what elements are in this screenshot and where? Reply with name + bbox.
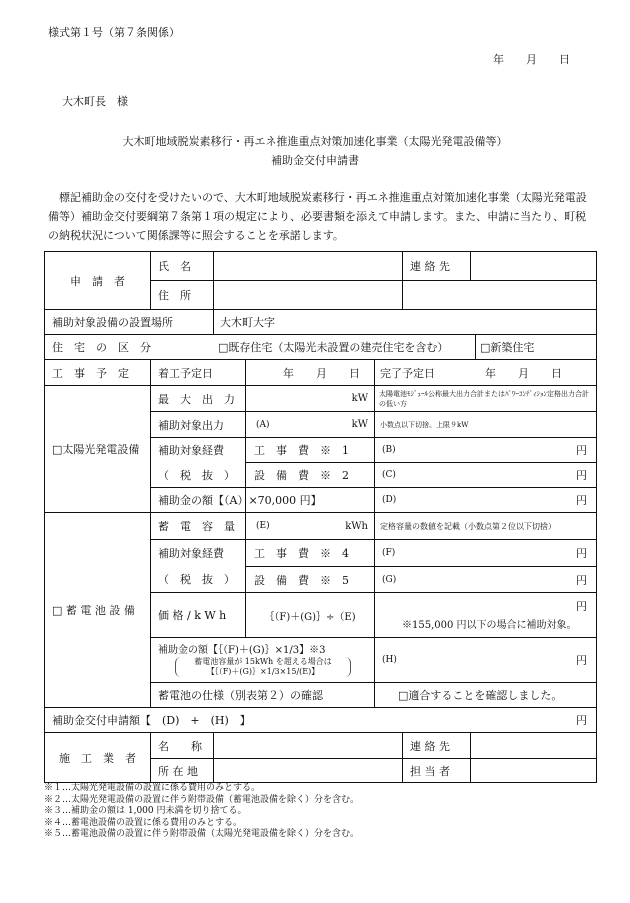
- solar-target-output-unit: kW: [351, 419, 368, 430]
- battery-spec-checkbox[interactable]: □適合することを確認しました。: [398, 689, 563, 702]
- battery-section-checkbox[interactable]: □ 蓄 電 池 設 備: [52, 604, 135, 617]
- battery-cost-tax-label: （ 税 抜 ）: [158, 573, 235, 586]
- footnote-1: ※１…太陽光発電設備の設置に係る費用のみとする。: [44, 783, 261, 793]
- application-statement: 標記補助金の交付を受けたいので、大木町地域脱炭素移行・再エネ推進重点対策加速化事業（太陽光発電設備等）補助金交付要綱第７条第１項の規定により、必要書類を添えて申請します。また、申請に当たり、町税の納税状況について関係課等に照会することを承諾します。: [48, 191, 587, 242]
- solar-cost-tax-label: （ 税 抜 ）: [158, 468, 235, 482]
- battery-construction-label: 工 事 費 ※ 4: [254, 547, 349, 560]
- addressee: 大木町長 様: [62, 95, 128, 108]
- battery-price-unit: 円: [576, 600, 587, 613]
- battery-equipment-label: 設 備 費 ※ 5: [254, 573, 349, 587]
- total-amount-unit: 円: [576, 714, 587, 727]
- contractor-address-field[interactable]: [214, 759, 402, 782]
- battery-capacity-note: 定格容量の数値を記載（小数点第２位以下切捨）: [380, 521, 556, 531]
- contractor-contact-field[interactable]: [471, 733, 596, 758]
- housing-option-existing[interactable]: □既存住宅（太陽光未設置の建売住宅を含む）: [218, 341, 449, 354]
- start-date-field[interactable]: 年 月 日: [283, 366, 360, 380]
- contractor-person-field[interactable]: [471, 759, 596, 782]
- solar-target-output-note: 小数点以下切捨。上限９kW: [380, 420, 469, 429]
- date-field: 年 月 日: [493, 53, 570, 66]
- applicant-contact-field[interactable]: [471, 252, 596, 280]
- total-amount-label: 補助金交付申請額【 (D) + (H) 】: [52, 714, 251, 727]
- solar-cost-label: 補助対象経費: [158, 444, 224, 457]
- housing-option-new[interactable]: □新築住宅: [480, 341, 535, 354]
- housing-label: 住 宅 の 区 分: [52, 341, 151, 354]
- solar-construction-unit: 円: [576, 444, 587, 457]
- contractor-address-label: 所 在 地: [158, 764, 198, 778]
- applicant-section-label: 申 請 者: [70, 274, 125, 288]
- battery-equipment-unit: 円: [576, 573, 587, 587]
- battery-cost-label: 補助対象経費: [158, 547, 224, 560]
- battery-subsidy-label: 補助金の額【｛（F)＋(G)｝×1/3】※3: [158, 645, 326, 656]
- solar-construction-label: 工 事 費 ※ 1: [254, 444, 349, 457]
- battery-subsidy-code: (H): [382, 655, 397, 665]
- start-date-label: 着工予定日: [158, 366, 213, 380]
- solar-target-output-label: 補助対象出力: [158, 418, 224, 432]
- solar-construction-code: (B): [382, 445, 396, 455]
- contractor-name-label: 名 称: [158, 739, 202, 753]
- applicant-contact-label: 連 絡 先: [410, 260, 450, 273]
- battery-subsidy-condition-line-2: 【｛（F)＋(G)｝×1/3×15/(E)】: [206, 667, 320, 676]
- battery-subsidy-condition-line-1: 蓄電池容量が 15kWh を超える場合は: [194, 657, 332, 666]
- battery-capacity-code: (E): [256, 521, 270, 531]
- solar-section-checkbox[interactable]: □太陽光発電設備: [52, 443, 140, 456]
- solar-equipment-label: 設 備 費 ※ 2: [254, 469, 349, 482]
- solar-target-output-code: (A): [256, 419, 270, 430]
- footnote-4: ※４…蓄電池設備の設置に係る費用のみとする。: [44, 817, 243, 828]
- applicant-name-field[interactable]: [214, 252, 402, 280]
- battery-price-note: ※155,000 円以下の場合に補助対象。: [402, 620, 577, 631]
- schedule-label: 工 事 予 定: [52, 366, 129, 380]
- contractor-person-label: 担 当 者: [410, 764, 450, 778]
- footnote-2: ※２…太陽光発電設備の設置に伴う附帯設備（蓄電池設備を除く）分を含む。: [44, 794, 360, 805]
- applicant-address-field[interactable]: [214, 281, 596, 309]
- solar-max-output-label: 最 大 出 力: [158, 392, 235, 406]
- footnote-3: ※３…補助金の額は 1,000 円未満を切り捨てる。: [44, 806, 247, 816]
- solar-subsidy-code: (D): [382, 495, 397, 505]
- end-date-label: 完了予定日: [380, 366, 435, 380]
- battery-capacity-label: 蓄 電 容 量: [158, 520, 235, 533]
- battery-capacity-unit: kWh: [345, 520, 368, 532]
- footnote-5: ※５…蓄電池設備の設置に伴う附帯設備（太陽光発電設備を除く）分を含む。: [44, 829, 360, 839]
- form-number: 様式第１号（第７条関係）: [48, 26, 180, 39]
- contractor-section-label: 施 工 業 者: [59, 751, 136, 765]
- contractor-name-field[interactable]: [214, 733, 402, 758]
- battery-spec-label: 蓄電池の仕様（別表第２）の確認: [158, 689, 323, 702]
- battery-subsidy-unit: 円: [576, 654, 587, 667]
- solar-equipment-code: (C): [382, 470, 396, 480]
- battery-subsidy-condition: [175, 657, 351, 677]
- solar-max-output-note: 太陽電池ﾓｼﾞｭｰﾙ公称最大出力合計またはﾊﾟﾜｰｺﾝﾃﾞｨｼｮﾝ定格出力合計の低い方: [379, 390, 589, 408]
- applicant-address-label: 住 所: [158, 289, 191, 302]
- location-label: 補助対象設備の設置場所: [52, 316, 173, 329]
- battery-price-formula: ｛（F)＋(G)｝÷（E): [264, 611, 356, 623]
- title-line-2: 補助金交付申請書: [271, 154, 359, 167]
- title-line-1: 大木町地域脱炭素移行・再エネ推進重点対策加速化事業（太陽光発電設備等）: [122, 135, 508, 148]
- solar-equipment-unit: 円: [576, 469, 587, 482]
- battery-construction-code: (F): [382, 548, 396, 558]
- solar-subsidy-unit: 円: [576, 494, 587, 507]
- applicant-name-label: 氏 名: [158, 260, 191, 273]
- battery-price-label: 価 格 / k W h: [158, 609, 227, 622]
- battery-construction-unit: 円: [576, 547, 587, 560]
- location-value[interactable]: 大木町大字: [220, 316, 275, 329]
- solar-subsidy-label: 補助金の額【（A）×70,000 円】: [158, 494, 322, 507]
- solar-max-output-unit: kW: [351, 393, 368, 404]
- battery-equipment-code: (G): [382, 574, 397, 585]
- footnotes: [44, 783, 359, 841]
- end-date-field[interactable]: 年 月 日: [485, 366, 562, 380]
- contractor-contact-label: 連 絡 先: [410, 739, 450, 753]
